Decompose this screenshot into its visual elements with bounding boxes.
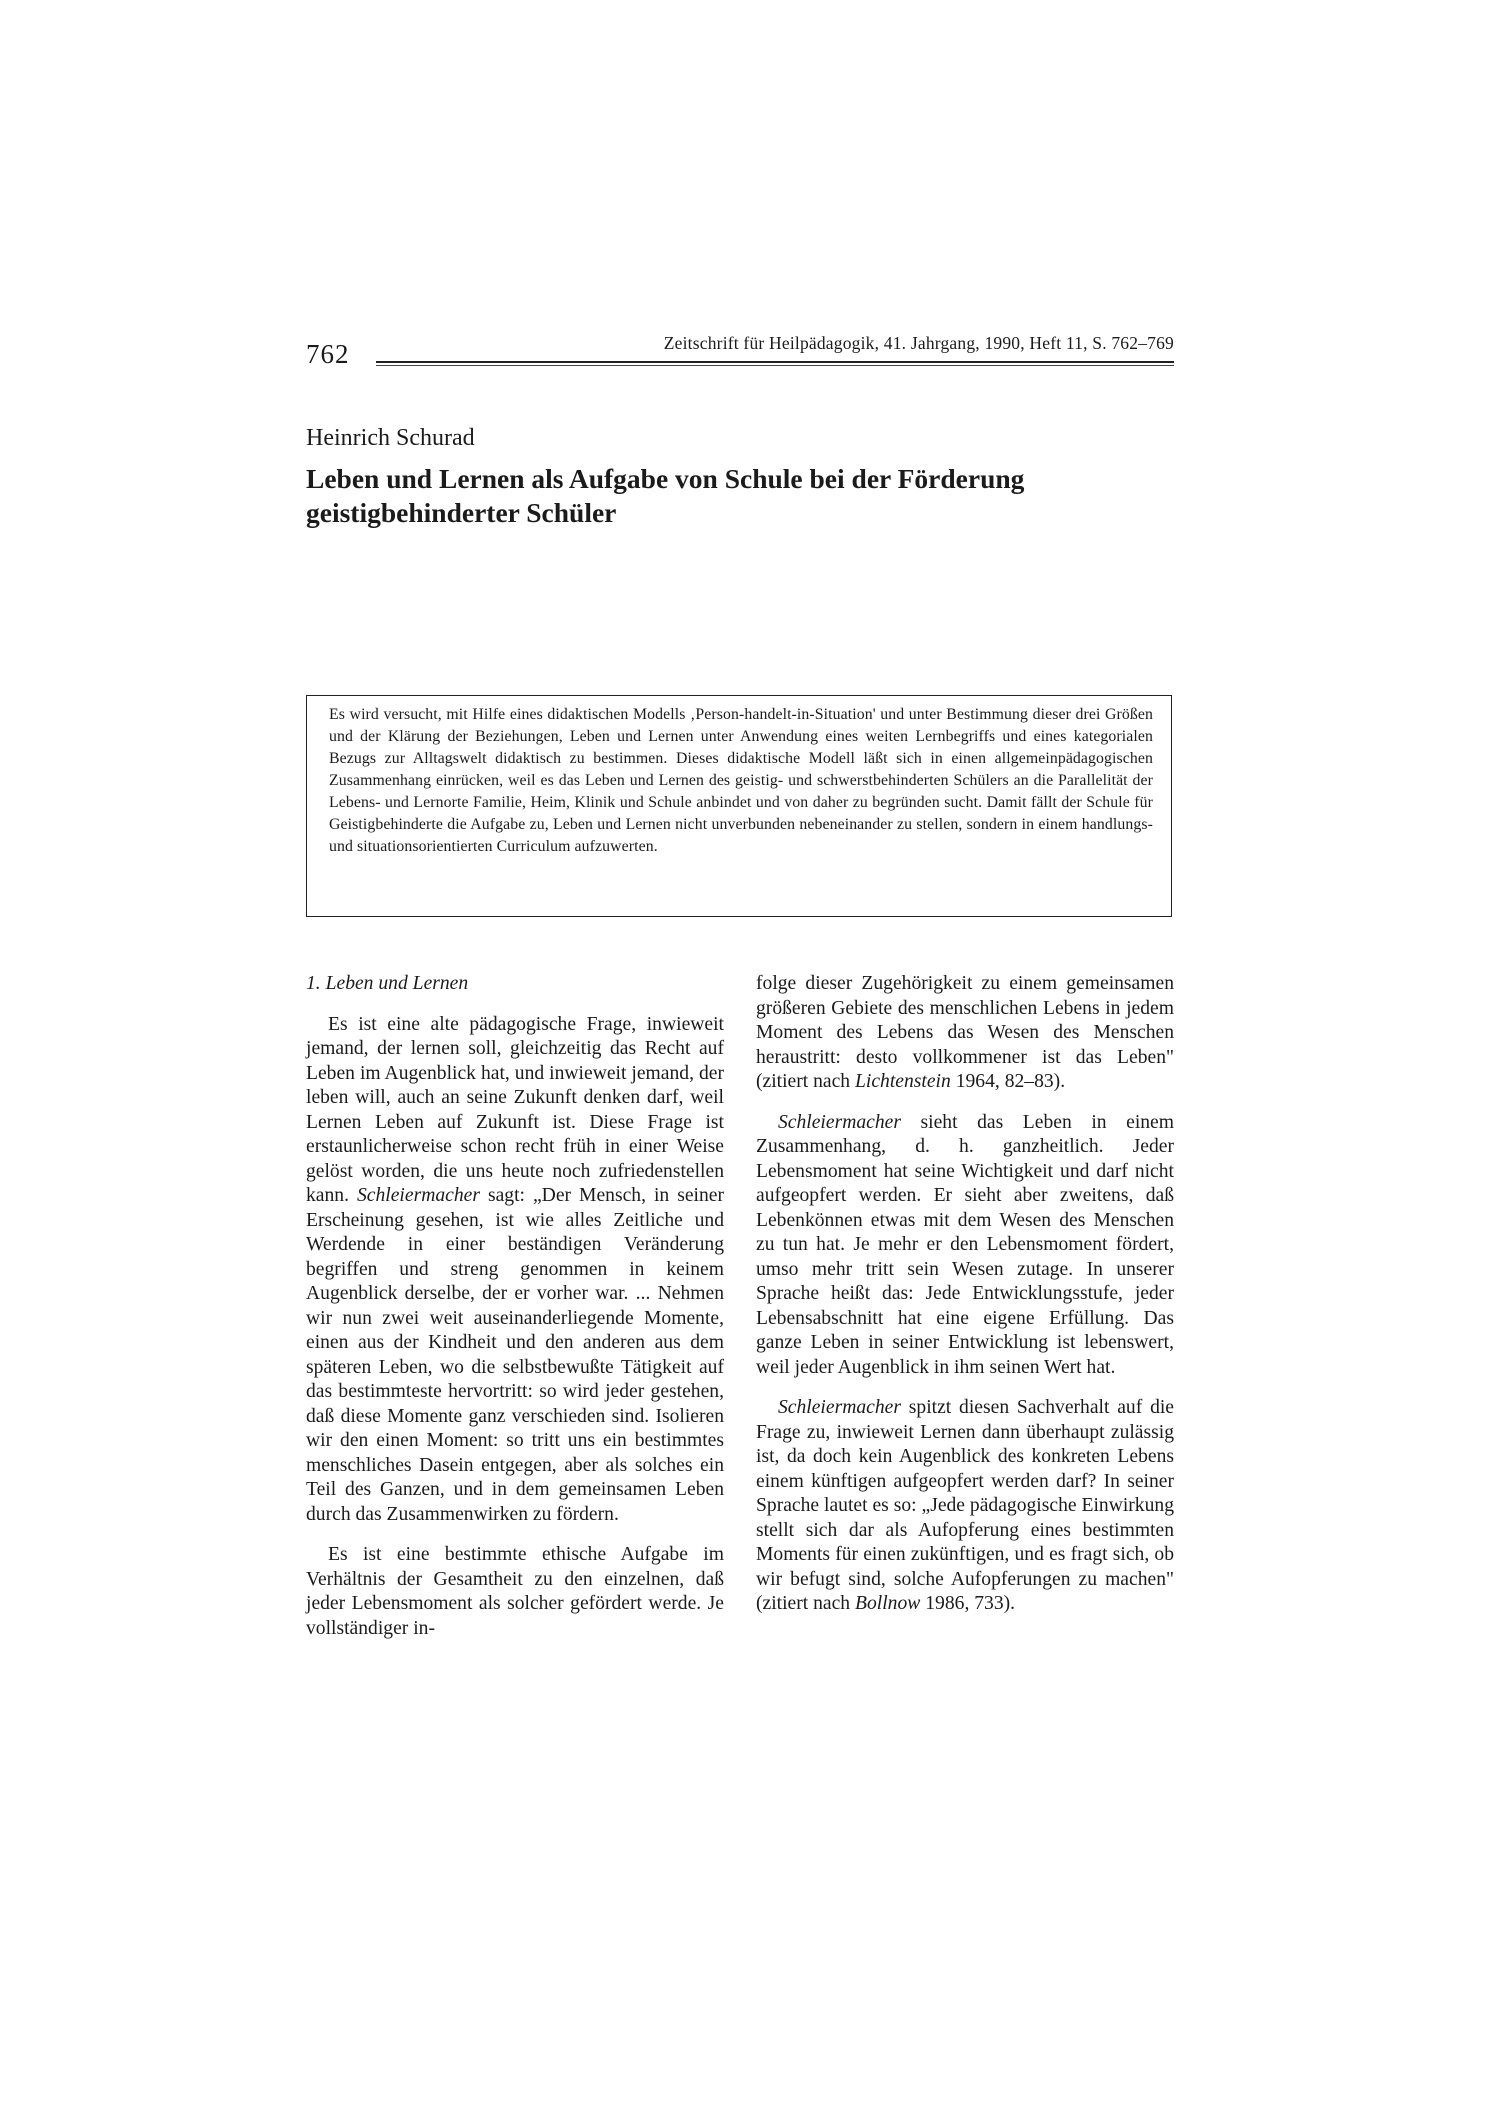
author-reference: Schleiermacher xyxy=(778,1111,901,1133)
left-column xyxy=(306,972,724,1657)
paragraph xyxy=(756,1111,1174,1381)
running-head: Zeitschrift für Heilpädagogik, 41. Jahrgang, 1990, Heft 11, S. 762–769 xyxy=(663,333,1174,353)
paragraph xyxy=(306,1013,724,1528)
paragraph-text: folge dieser Zugehörigkeit zu einem gemeinsamen größeren Gebiete des menschlichen Lebens in jedem Moment des Lebens das Wesen des Menschen heraustritt: desto vollkommener ist das Leben" (zitiert nach xyxy=(756,973,1174,1092)
paragraph xyxy=(756,972,1174,1095)
header-rule-thin xyxy=(376,365,1174,366)
author-name: Heinrich Schurad xyxy=(306,425,475,451)
section-heading: 1. Leben und Lernen xyxy=(306,973,469,994)
header-rule xyxy=(376,361,1174,363)
abstract-box xyxy=(306,695,1172,917)
right-column xyxy=(756,972,1174,1633)
citation-year: 1986, 733). xyxy=(925,1593,1016,1614)
page-number: 762 xyxy=(306,339,350,369)
paragraph-text: sagt: „Der Mensch, in seiner Erscheinung gesehen, ist wie alles Zeitliche und Werdende in einer beständigen Veränderung begriffen und streng genommen in keinem Augenblick derselbe, der er vorher war. ... Nehmen wir nun zwei weit auseinanderliegende Momente, einen aus der Kindheit und den anderen aus dem späteren Leben, wo die selbstbewußte Tätigkeit auf das bestimmteste hervortritt: so wird jeder gestehen, daß diese Momente ganz verschieden sind. Isolieren wir den einen Moment: so tritt uns ein bestimmtes menschliches Dasein entgegen, aber als solches ein Teil des Ganzen, und in dem gemeinsamen Leben durch das Zusammenwirken zu fördern. xyxy=(306,1185,724,1525)
paragraph-text: Es ist eine bestimmte ethische Aufgabe im Verhältnis der Gesamtheit zu den einzelnen, daß jeder Lebensmoment als solcher gefördert werde. Je vollständiger in- xyxy=(306,1544,724,1639)
author-reference: Schleiermacher xyxy=(778,1397,901,1418)
paragraph xyxy=(306,1543,724,1641)
citation-author: Bollnow xyxy=(855,1593,921,1614)
paragraph-text: spitzt diesen Sachverhalt auf die Frage zu, inwieweit Lernen dann überhaupt zulässig ist, da doch kein Augenblick des konkreten Lebens einem künftigen aufgeopfert werden darf? In seiner Sprache lautet es so: „Jede pädagogische Einwirkung stellt sich dar als Aufopferung eines bestimmten Moments für einen zukünftigen, und es fragt sich, ob wir befugt sind, solche Aufopferungen zu machen" (zitiert nach xyxy=(756,1397,1175,1614)
paragraph-text: Es ist eine alte pädagogische Frage, inwieweit jemand, der lernen soll, gleichzeitig das Recht auf Leben im Augenblick hat, und inwieweit jemand, der leben will, auch an seine Zukunft denken darf, weil Lernen Leben auf Zukunft ist. Diese Frage ist erstaunlicherweise schon recht früh in einer Weise gelöst worden, die uns heute noch zufriedenstellen kann. xyxy=(306,1013,724,1206)
author-reference: Schleiermacher xyxy=(357,1185,480,1206)
citation-author: Lichtenstein xyxy=(855,1071,951,1092)
paragraph-text: sieht das Leben in einem Zusammenhang, d. h. ganzheitlich. Jeder Lebensmoment hat seine Wichtigkeit und darf nicht aufgeopfert werden. Er sieht aber zweitens, daß Lebenkönnen etwas mit dem Wesen des Menschen zu tun hat. Je mehr er den Lebensmoment fördert, umso mehr tritt sein Wesen zutage. In unserer Sprache heißt das: Jede Entwicklungsstufe, jeder Lebensabschnitt hat eine eigene Erfüllung. Das ganze Leben in seiner Entwicklung ist lebenswert, weil jeder Augenblick in ihm seinen Wert hat. xyxy=(756,1111,1174,1378)
abstract-text: Es wird versucht, mit Hilfe eines didaktischen Modells ‚Person-handelt-in-Situation' und unter Bestimmung dieser drei Größen und der Klärung der Beziehungen, Leben und Lernen unter Anwendung eines weiten Lernbegriffs und eines kategorialen Bezugs zur Alltagswelt didaktisch zu bestimmen. Dieses didaktische Modell läßt sich in einen allgemeinpädagogischen Zusammenhang einrücken, weil es das Leben und Lernen des geistig- und schwerstbehinderten Schülers an die Parallelität der Lebens- und Lernorte Familie, Heim, Klinik und Schule anbindet und von daher zu begründen sucht. Damit fällt der Schule für Geistigbehinderte die Aufgabe zu, Leben und Lernen nicht unverbunden nebeneinander zu stellen, sondern in einem handlungs- und situationsorientierten Curriculum aufzuwerten. xyxy=(329,706,1153,855)
article-title: Leben und Lernen als Aufgabe von Schule bei der Förderung geistigbehinderter Schüler xyxy=(306,463,1025,528)
paragraph xyxy=(756,1396,1174,1617)
citation-year: 1964, 82–83). xyxy=(955,1071,1066,1092)
